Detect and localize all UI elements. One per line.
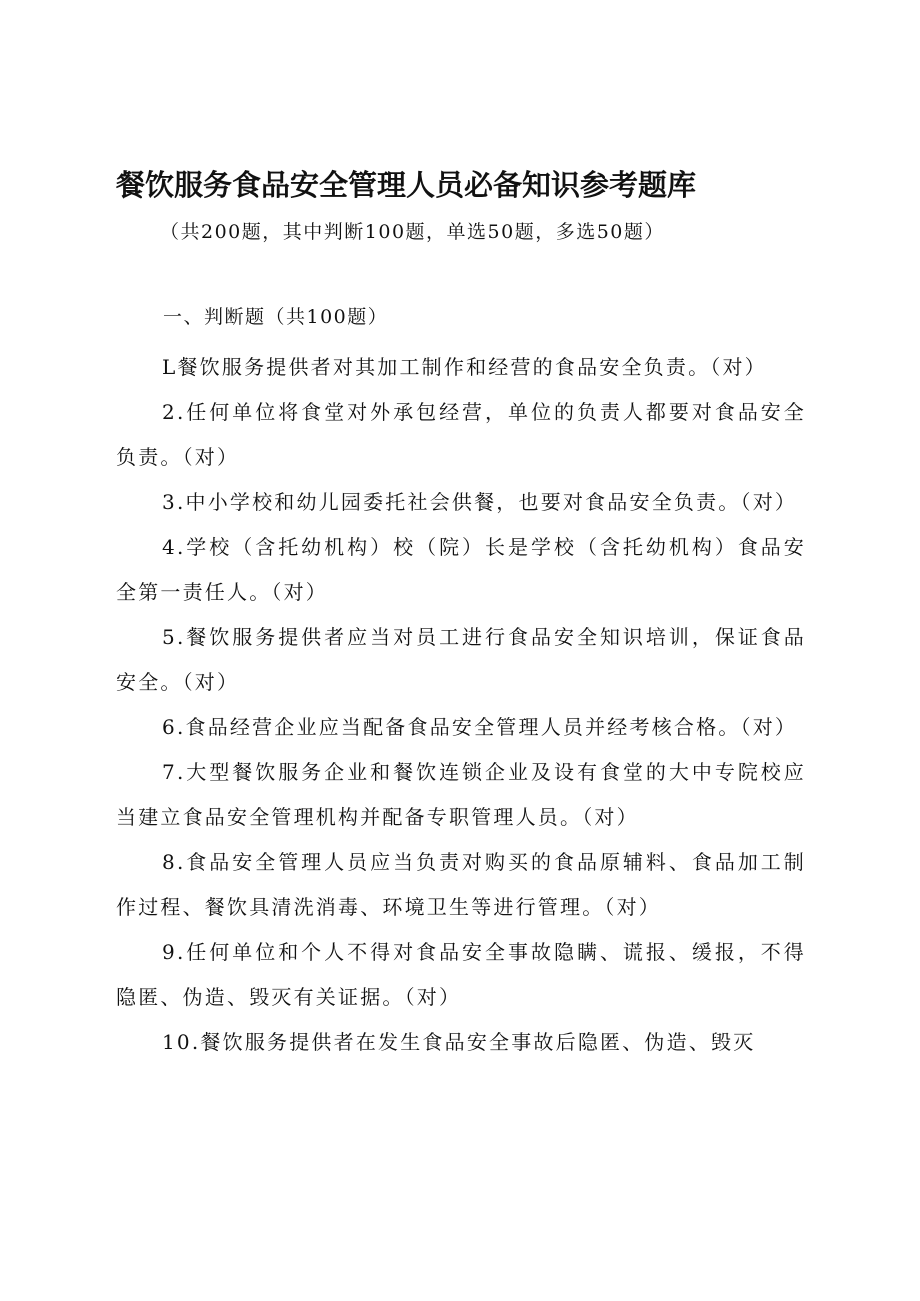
question-item bbox=[116, 705, 806, 750]
document-title: 餐饮服务食品安全管理人员必备知识参考题库 bbox=[116, 168, 697, 202]
question-item bbox=[116, 390, 806, 480]
question-number: 10 bbox=[162, 1030, 192, 1054]
question-text: .食品安全管理人员应当负责对购买的食品原辅料、食品加工制作过程、餐饮具清洗消毒、环境卫生等进行管理。（对） bbox=[116, 850, 806, 919]
question-item bbox=[116, 930, 806, 1020]
question-item bbox=[116, 1020, 806, 1065]
question-number: 4 bbox=[162, 535, 177, 559]
question-item bbox=[116, 615, 806, 705]
question-number: 7 bbox=[162, 760, 177, 784]
question-text: .食品经营企业应当配备食品安全管理人员并经考核合格。（对） bbox=[176, 715, 798, 739]
question-item bbox=[116, 525, 806, 615]
question-text: .任何单位将食堂对外承包经营，单位的负责人都要对食品安全负责。（对） bbox=[116, 400, 806, 469]
question-text: .大型餐饮服务企业和餐饮连锁企业及设有食堂的大中专院校应当建立食品安全管理机构并配备专职管理人员。（对） bbox=[116, 760, 806, 829]
section-heading: 一、判断题（共100题） bbox=[163, 306, 389, 328]
question-text: .餐饮服务提供者在发生食品安全事故后隐匿、伪造、毁灭 bbox=[191, 1030, 756, 1054]
document-subtitle: （共200题，其中判断100题，单选50题，多选50题） bbox=[160, 221, 665, 243]
question-text: .餐饮服务提供者应当对员工进行食品安全知识培训，保证食品安全。（对） bbox=[116, 625, 806, 694]
question-text: .中小学校和幼儿园委托社会供餐，也要对食品安全负责。（对） bbox=[176, 490, 798, 514]
question-item bbox=[116, 840, 806, 930]
question-number: 8 bbox=[162, 850, 177, 874]
question-text: 餐饮服务提供者对其加工制作和经营的食品安全负责。（对） bbox=[177, 355, 767, 379]
question-number: 9 bbox=[162, 940, 177, 964]
question-item bbox=[116, 750, 806, 840]
question-text: .任何单位和个人不得对食品安全事故隐瞒、谎报、缓报，不得隐匿、伪造、毁灭有关证据。（对） bbox=[116, 940, 806, 1009]
question-number: 2 bbox=[162, 400, 177, 424]
question-number: L bbox=[162, 355, 178, 379]
question-number: 6 bbox=[162, 715, 177, 739]
question-number: 3 bbox=[162, 490, 177, 514]
question-number: 5 bbox=[162, 625, 177, 649]
question-item bbox=[116, 345, 806, 390]
question-item bbox=[116, 480, 806, 525]
question-text: .学校（含托幼机构）校（院）长是学校（含托幼机构）食品安全第一责任人。（对） bbox=[116, 535, 806, 604]
question-list bbox=[116, 345, 806, 1065]
